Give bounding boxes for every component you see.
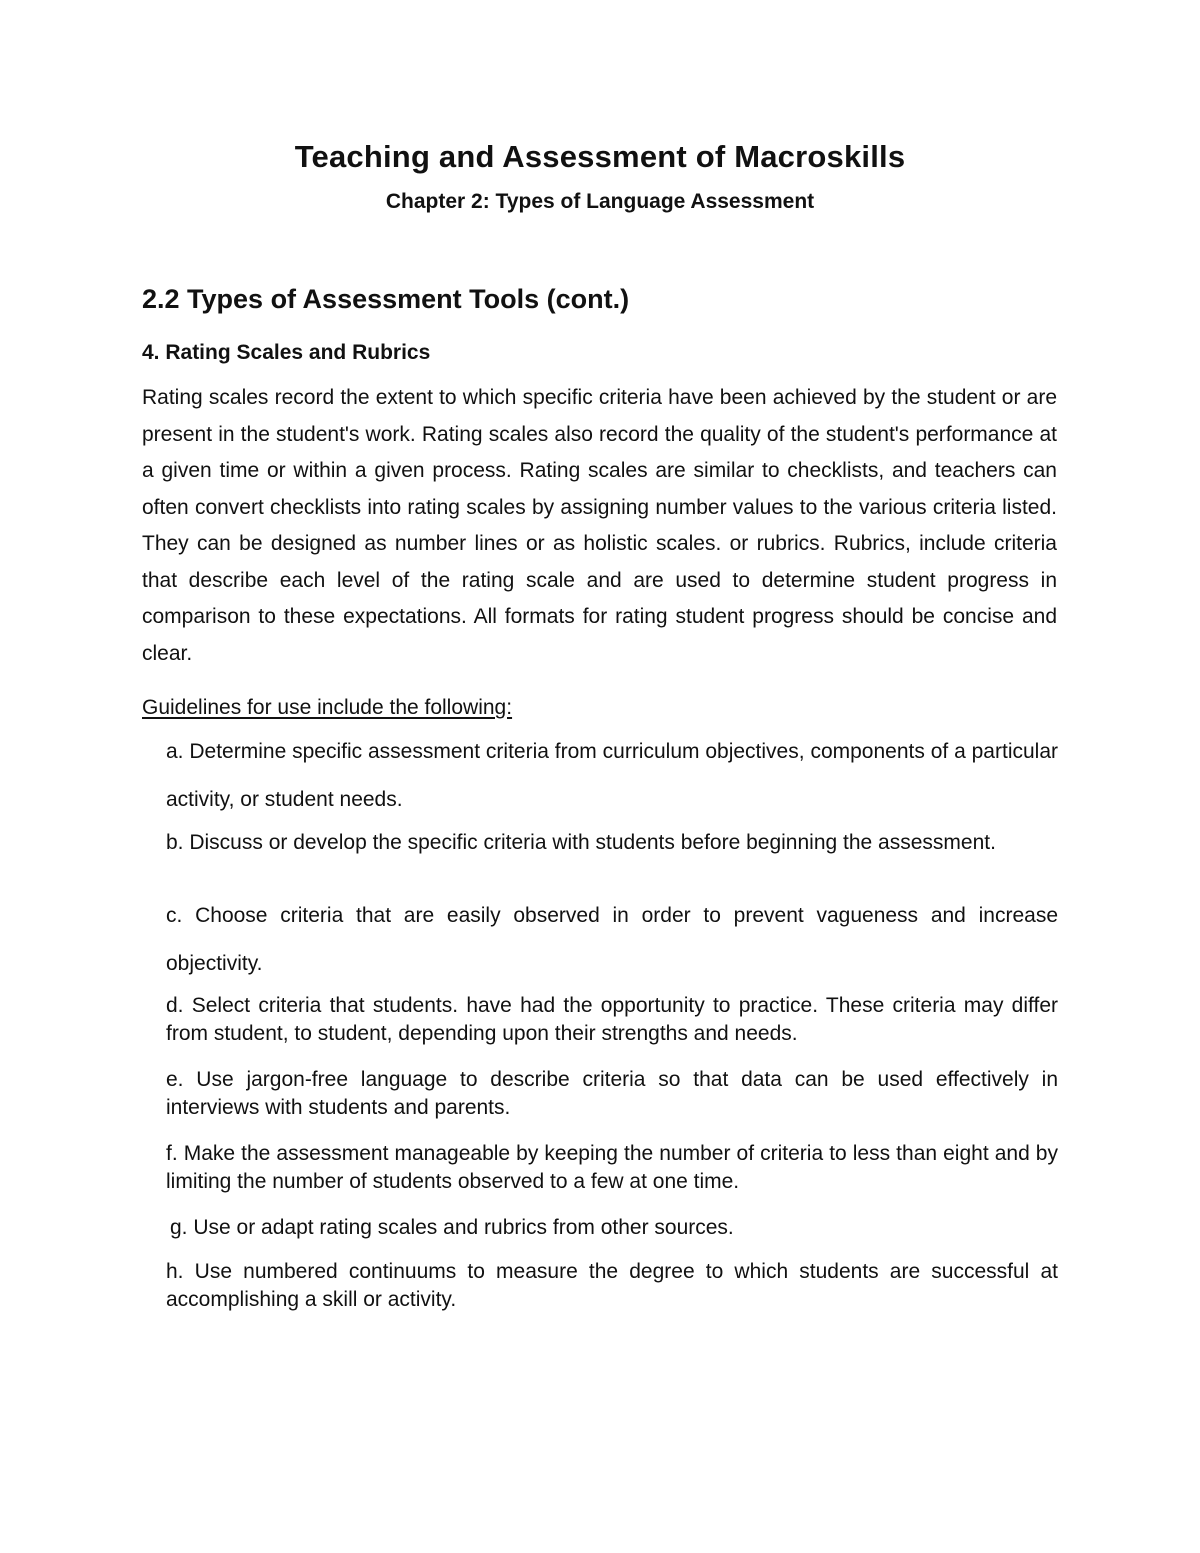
chapter-subtitle: Chapter 2: Types of Language Assessment [385, 190, 815, 213]
guideline-item-c: c. Choose criteria that are easily observed in order to prevent vagueness and increase objectivity. [166, 904, 1058, 975]
document-title: Teaching and Assessment of Macroskills [294, 139, 906, 174]
section-heading: 2.2 Types of Assessment Tools (cont.) [142, 284, 630, 314]
guidelines-intro: Guidelines for use include the following: [142, 696, 513, 719]
guideline-item-h: h. Use numbered continuums to measure the degree to which students are successful at accomplishing a skill or activity. [166, 1260, 1058, 1311]
guideline-item-g: g. Use or adapt rating scales and rubrics from other sources. [170, 1216, 734, 1239]
guideline-item-f: f. Make the assessment manageable by keeping the number of criteria to less than eight and by limiting the number of students observed to a few at one time. [166, 1142, 1058, 1193]
guideline-item-a: a. Determine specific assessment criteria from curriculum objectives, components of a particular activity, or student needs. [166, 740, 1058, 811]
guideline-item-b: b. Discuss or develop the specific criteria with students before beginning the assessment. [166, 831, 996, 854]
subsection-heading: 4. Rating Scales and Rubrics [142, 341, 431, 364]
body-paragraph: Rating scales record the extent to which specific criteria have been achieved by the student or are present in the student's work. Rating scales also record the quality of the student's performance at a given time or within a given process. Rating scales are similar to checklists, and teachers can often convert checklists into rating scales by assigning number values to the various criteria listed. They can be designed as number lines or as holistic scales. or rubrics. Rubrics, include criteria that describe each level of the rating scale and are used to determine student progress in comparison to these expectations. All formats for rating student progress should be concise and clear. [142, 386, 1057, 665]
guideline-item-e: e. Use jargon-free language to describe criteria so that data can be used effectively in interviews with students and parents. [166, 1068, 1058, 1119]
guideline-item-d: d. Select criteria that students. have had the opportunity to practice. These criteria may differ from student, to student, depending upon their strengths and needs. [166, 994, 1058, 1045]
